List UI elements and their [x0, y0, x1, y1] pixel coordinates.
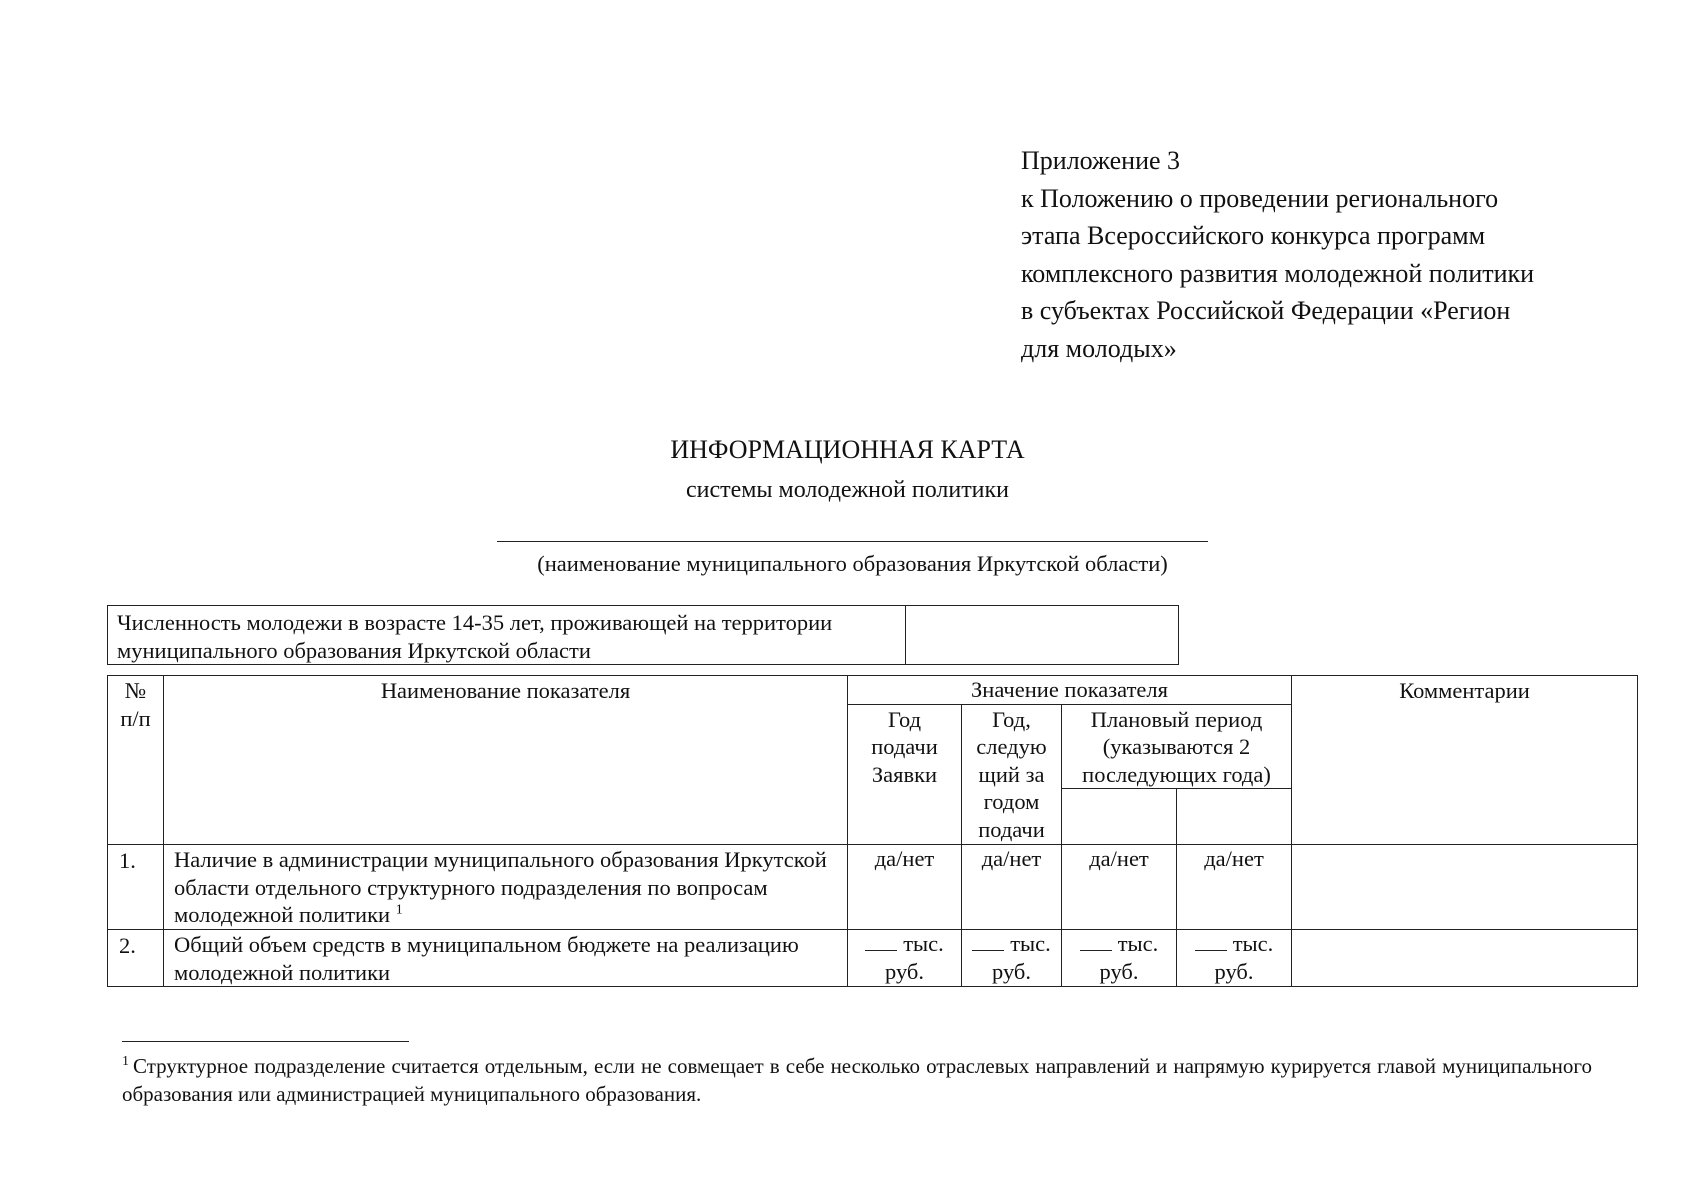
value-year-following: да/нет	[962, 845, 1062, 930]
blank-field	[865, 933, 897, 951]
youth-population-table	[107, 605, 1179, 665]
header-year-following: Год, следую щий за годом подачи	[962, 704, 1062, 845]
header-row	[108, 676, 1638, 705]
header-comments: Комментарии	[1292, 676, 1638, 845]
comment-cell	[1292, 845, 1638, 930]
header-planned-period: Плановый период (указываются 2 последующих года)	[1062, 704, 1292, 789]
footnote-ref: 1	[395, 902, 403, 918]
value-year-application: да/нет	[848, 845, 962, 930]
appendix-block	[1021, 142, 1661, 367]
appendix-line: комплексного развития молодежной политики	[1021, 258, 1535, 288]
row-number: 2.	[108, 930, 164, 987]
header-planned-year-1	[1062, 789, 1177, 845]
value-planned-2	[1177, 930, 1292, 987]
youth-population-value	[906, 606, 1179, 665]
header-planned-year-2	[1177, 789, 1292, 845]
indicator-name	[164, 845, 848, 930]
footnote-text: Структурное подразделение считается отдельным, если не совмещает в себе несколько отраслевых направлений и напрямую курируется главой муниципального образования или администрацией муниципального образования.	[122, 1054, 1592, 1106]
unit-label: тыс. руб.	[992, 931, 1051, 984]
value-year-application	[848, 930, 962, 987]
header-number: № п/п	[108, 676, 164, 845]
row-number: 1.	[108, 845, 164, 930]
unit-label: тыс. руб.	[885, 931, 944, 984]
appendix-line: к Положению о проведении регионального	[1021, 183, 1499, 213]
footnote-mark: 1	[122, 1054, 129, 1069]
table-row	[108, 606, 1179, 665]
header-indicator: Наименование показателя	[164, 676, 848, 845]
blank-field	[1080, 933, 1112, 951]
document-title: ИНФОРМАЦИОННАЯ КАРТА	[670, 435, 1025, 464]
table-row	[108, 930, 1638, 987]
table-row	[108, 845, 1638, 930]
municipality-caption: (наименование муниципального образования Иркутской области)	[537, 551, 1168, 576]
youth-population-label: Численность молодежи в возрасте 14-35 лет, проживающей на территории муниципального образования Иркутской области	[108, 606, 906, 665]
footnote-separator	[122, 1041, 409, 1042]
appendix-line: для молодых»	[1021, 333, 1177, 363]
appendix-line: Приложение 3	[1021, 146, 1181, 175]
appendix-line: этапа Всероссийского конкурса программ	[1021, 221, 1486, 250]
header-year-application: Год подачи Заявки	[848, 704, 962, 845]
appendix-line: в субъектах Российской Федерации «Регион	[1021, 296, 1511, 325]
blank-field	[972, 933, 1004, 951]
comment-cell	[1292, 930, 1638, 987]
blank-field	[1195, 933, 1227, 951]
unit-label: тыс. руб.	[1214, 931, 1274, 984]
indicator-name: Общий объем средств в муниципальном бюджете на реализацию молодежной политики	[164, 930, 848, 987]
indicators-table	[107, 675, 1638, 987]
unit-label: тыс. руб.	[1099, 931, 1159, 984]
document-subtitle: системы молодежной политики	[685, 477, 1010, 503]
footnote	[122, 1052, 1592, 1108]
value-planned-2: да/нет	[1177, 845, 1292, 930]
value-planned-1	[1062, 930, 1177, 987]
header-value-group: Значение показателя	[848, 676, 1292, 705]
value-planned-1: да/нет	[1062, 845, 1177, 930]
value-year-following	[962, 930, 1062, 987]
indicator-text: Наличие в администрации муниципального образования Иркутской области отдельного структурного подразделения по вопросам молодежной политики	[174, 847, 827, 927]
municipality-name-line	[497, 541, 1208, 542]
